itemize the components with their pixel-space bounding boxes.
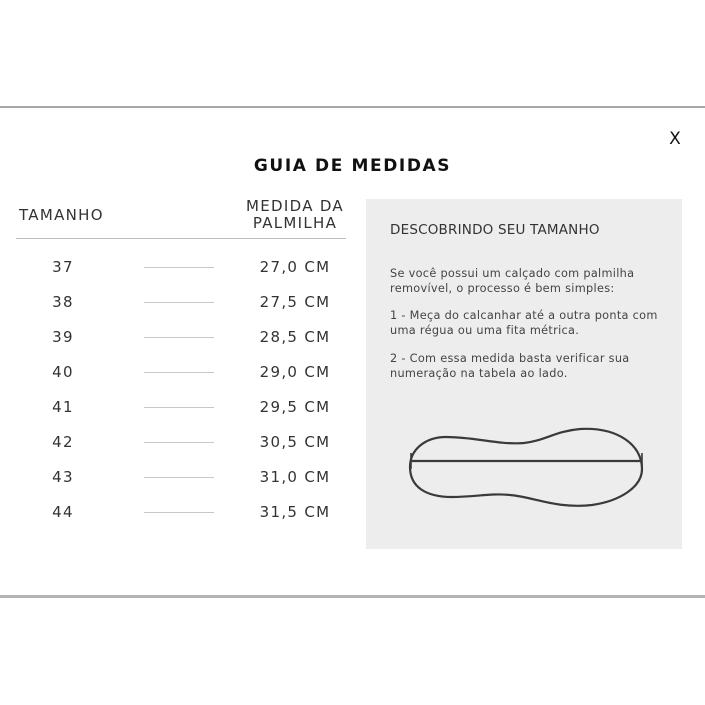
row-divider: [144, 477, 214, 478]
row-divider: [144, 407, 214, 408]
table-row: [0, 287, 360, 322]
size-value: 40: [52, 363, 74, 381]
size-guide-modal: [0, 106, 705, 598]
size-value: 37: [52, 258, 74, 276]
close-button[interactable]: X: [669, 129, 681, 149]
row-divider: [144, 267, 214, 268]
size-value: 44: [52, 503, 74, 521]
measure-value: 30,5 CM: [259, 433, 331, 451]
column-header-measure: [236, 198, 354, 232]
table-row: [0, 392, 360, 427]
panel-step-2-text: 2 - Com essa medida basta verificar sua numeração na tabela ao lado.: [390, 352, 630, 380]
row-divider: [144, 302, 214, 303]
table-row: [0, 322, 360, 357]
column-header-measure-line1: MEDIDA DA: [246, 197, 344, 215]
table-row: [0, 462, 360, 497]
table-row: [0, 497, 360, 532]
panel-intro-text: Se você possui um calçado com palmilha removível, o processo é bem simples:: [390, 267, 635, 295]
how-to-measure-panel: [366, 199, 682, 549]
size-value: 39: [52, 328, 74, 346]
modal-title: GUIA DE MEDIDAS: [253, 156, 452, 176]
measure-value: 29,5 CM: [259, 398, 331, 416]
row-divider: [144, 442, 214, 443]
size-value: 41: [52, 398, 74, 416]
measure-value: 27,0 CM: [259, 258, 331, 276]
column-header-measure-line2: PALMILHA: [252, 214, 338, 232]
measure-value: 31,0 CM: [259, 468, 331, 486]
panel-step-1-text: 1 - Meça do calcanhar até a outra ponta com uma régua ou uma fita métrica.: [390, 309, 658, 337]
header-divider: [16, 238, 346, 239]
column-header-size: TAMANHO: [19, 206, 104, 224]
table-row: [0, 427, 360, 462]
size-value: 38: [52, 293, 74, 311]
row-divider: [144, 372, 214, 373]
insole-outline-icon: [406, 423, 650, 513]
measure-value: 29,0 CM: [259, 363, 331, 381]
measure-value: 31,5 CM: [259, 503, 331, 521]
row-divider: [144, 337, 214, 338]
size-value: 43: [52, 468, 74, 486]
measure-value: 28,5 CM: [259, 328, 331, 346]
table-row: [0, 252, 360, 287]
panel-title: DESCOBRINDO SEU TAMANHO: [390, 222, 600, 238]
row-divider: [144, 512, 214, 513]
size-value: 42: [52, 433, 74, 451]
table-row: [0, 357, 360, 392]
measure-value: 27,5 CM: [259, 293, 331, 311]
